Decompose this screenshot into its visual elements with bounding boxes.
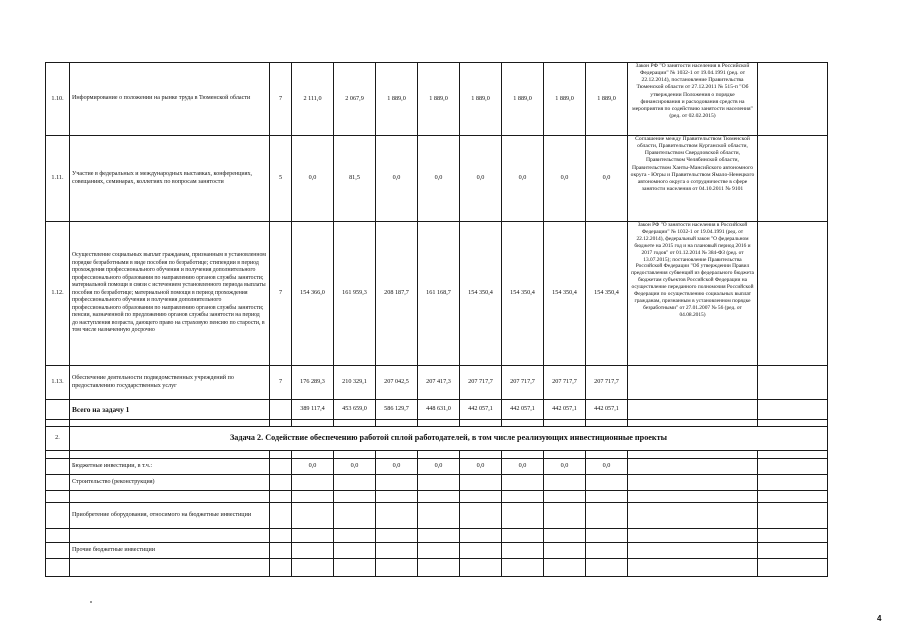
measure-name: Информирование о положении на рынке труда в Тюменской области [70,63,270,136]
value-cell: 1 889,0 [376,63,418,136]
row-number: 1.10. [46,63,70,136]
spacer-row [46,559,828,577]
total-value: 586 129,7 [376,400,418,420]
empty-cell [270,400,292,420]
table-row [46,222,828,366]
value-cell: 0,0 [418,136,460,222]
value-cell: 161 168,7 [418,222,460,366]
task-number: 2. [46,427,70,451]
empty-cell [758,459,828,475]
measure-name: Обеспечение деятельности подведомственных учреждений по предоставлению государственных услуг [70,366,270,400]
empty-cell [270,459,292,475]
spacer-row [46,529,828,543]
value-cell: 0,0 [334,459,376,475]
value-cell: 0,0 [292,459,334,475]
spacer-row [46,451,828,459]
value-cell: 0,0 [460,459,502,475]
investment-name: Строительство (реконструкция) [70,475,270,491]
task-title: Задача 2. Содействие обеспечению работой сплой работодателей, в том числе реализующих инвестиционные проекты [70,427,828,451]
value-cell: 154 350,4 [460,222,502,366]
value-cell: 154 366,0 [292,222,334,366]
scan-speck [90,601,92,603]
program-funding-table [45,62,828,577]
table-row [46,136,828,222]
row-code: 7 [270,222,292,366]
value-cell: 154 350,4 [502,222,544,366]
empty-cell [758,63,828,136]
row-code: 7 [270,366,292,400]
row-code: 5 [270,136,292,222]
value-cell: 207 717,7 [586,366,628,400]
value-cell: 2 067,9 [334,63,376,136]
value-cell: 176 289,3 [292,366,334,400]
total-row [46,400,828,420]
table-row [46,475,828,491]
value-cell: 207 717,7 [502,366,544,400]
empty-cell [758,400,828,420]
row-number: 1.13. [46,366,70,400]
empty-cell [628,400,758,420]
total-value: 389 117,4 [292,400,334,420]
value-cell: 1 889,0 [502,63,544,136]
value-cell: 207 717,7 [460,366,502,400]
legal-basis: Закон РФ "О занятости населения в Российской Федерации" № 1032-1 от 19.04.1991 (ред. от 22.12.2014), постановление Правительства Тюменской области от 27.12.2011 № 515-п "Об утверждении Положения о порядке финансирования и расходования средств на мероприятия по содействию занятости населения" (ред. от 02.02.2015) [628,63,758,136]
total-value: 442 057,1 [460,400,502,420]
value-cell: 1 889,0 [544,63,586,136]
value-cell: 0,0 [544,459,586,475]
value-cell: 81,5 [334,136,376,222]
value-cell: 0,0 [460,136,502,222]
value-cell: 1 889,0 [418,63,460,136]
row-number: 1.11. [46,136,70,222]
table-row [46,366,828,400]
empty-cell [758,366,828,400]
value-cell: 0,0 [376,459,418,475]
measure-name: Участие в федеральных и международных выставках, конференциях, совещаниях, семинарах, коллегиях по вопросам занятости [70,136,270,222]
value-cell: 0,0 [586,136,628,222]
total-value: 442 057,1 [586,400,628,420]
value-cell: 208 187,7 [376,222,418,366]
value-cell: 0,0 [502,136,544,222]
legal-basis: Соглашение между Правительством Тюменской области, Правительством Курганской области, Правительством Свердловской области, Правительством Челябинской области, Правительством Ханты-Мансийского автономного округа - Югры и Правительством Ямало-Ненецкого автономного округа о сотрудничестве в сфере занятости населения от 04.10.2011 № 9101 [628,136,758,222]
value-cell: 0,0 [586,459,628,475]
total-value: 442 057,1 [544,400,586,420]
value-cell: 0,0 [292,136,334,222]
value-cell: 207 717,7 [544,366,586,400]
legal-basis: Закон РФ "О занятости населения в Российской Федерации" № 1032-1 от 19.04.1991 (ред. от 22.12.2014), федеральный закон "О федеральном бюджете на 2015 год и на плановый период 2016 и 2017 годов" от 01.12.2014 № 384-ФЗ (ред. от 13.07.2015); постановление Правительства Российской Федерации "Об утверждении Правил предоставления субвенций из федерального бюджета бюджетам субъектов Российской Федерации на осуществление переданного полномочия Российской Федерации по осуществлению социальных выплат гражданам, признанным в установленном порядке безработными" от 27.01.2007 № 56 (ред. от 04.08.2015) [628,222,758,366]
empty-cell [46,459,70,475]
empty-cell [628,366,758,400]
empty-cell [758,222,828,366]
total-label: Всего на задачу 1 [70,400,270,420]
value-cell: 0,0 [418,459,460,475]
row-number: 1.12. [46,222,70,366]
total-value: 448 631,0 [418,400,460,420]
value-cell: 0,0 [544,136,586,222]
total-value: 453 659,0 [334,400,376,420]
total-value: 442 057,1 [502,400,544,420]
value-cell: 210 329,1 [334,366,376,400]
value-cell: 154 350,4 [586,222,628,366]
spacer-row [46,420,828,427]
table-row [46,63,828,136]
value-cell: 2 111,0 [292,63,334,136]
value-cell: 1 889,0 [460,63,502,136]
value-cell: 161 959,3 [334,222,376,366]
table-row [46,503,828,529]
task-header-row [46,427,828,451]
value-cell: 207 417,3 [418,366,460,400]
value-cell: 0,0 [376,136,418,222]
empty-cell [758,136,828,222]
table-row [46,459,828,475]
value-cell: 207 042,5 [376,366,418,400]
investment-name: Бюджетные инвестиции, в т.ч.: [70,459,270,475]
row-code: 7 [270,63,292,136]
investment-name: Приобретение оборудования, относимого на бюджетные инвестиции [70,503,270,529]
empty-cell [628,459,758,475]
value-cell: 1 889,0 [586,63,628,136]
investment-name: Прочие бюджетные инвестиции [70,543,270,559]
measure-name: Осуществление социальных выплат гражданам, признанным в установленном порядке безработными в виде пособия по безработице; стипендии в период прохождения профессионального обучения и получения дополнительного профессионального образования по направлению органов службы занятости; материальной помощи в связи с истечением установленного периода выплаты пособия по безработице; материальной помощи в период прохождения профессионального обучения и получения дополнительного профессионального образования по направлению органов службы занятости; пенсии, назначенной по предложению органов службы занятости на период до наступления возраста, дающего право на страховую пенсию по старости, в том числе назначенную досрочно [70,222,270,366]
page-number: 4 [877,614,882,623]
empty-cell [46,400,70,420]
table-row [46,543,828,559]
spacer-row [46,491,828,503]
value-cell: 154 350,4 [544,222,586,366]
value-cell: 0,0 [502,459,544,475]
